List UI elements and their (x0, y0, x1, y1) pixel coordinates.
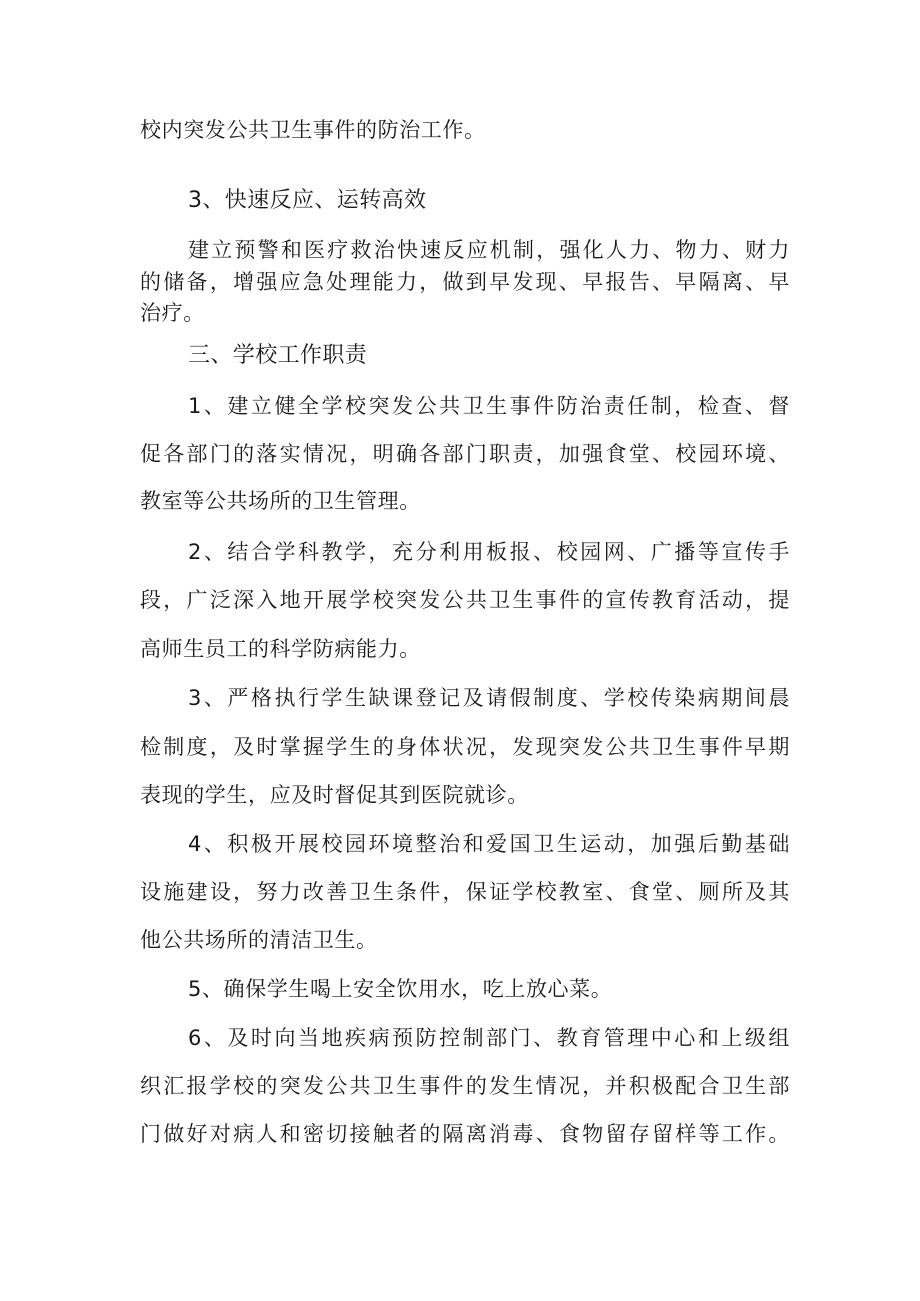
paragraph-line: 5、确保学生喝上安全饮用水，吃上放心菜。 (188, 977, 613, 1001)
paragraph-line: 门做好对病人和密切接触者的隔离消毒、食物留存留样等工作。 (140, 1122, 790, 1146)
paragraph-line: 教室等公共场所的卫生管理。 (140, 489, 421, 513)
paragraph-line: 他公共场所的清洁卫生。 (140, 928, 378, 952)
subsection-3-heading: 3、快速反应、运转高效 (188, 188, 427, 213)
paragraph-line: 的储备，增强应急处理能力，做到早发现、早报告、早隔离、早 (140, 270, 790, 294)
paragraph-line: 1、建立健全学校突发公共卫生事件防治责任制，检查、督 (188, 394, 790, 418)
paragraph-line: 段，广泛深入地开展学校突发公共卫生事件的宣传教育活动，提 (140, 588, 790, 612)
continuation-text: 校内突发公共卫生事件的防治工作。 (140, 118, 486, 142)
paragraph-line: 织汇报学校的突发公共卫生事件的发生情况，并积极配合卫生部 (140, 1074, 790, 1098)
paragraph-line: 3、严格执行学生缺课登记及请假制度、学校传染病期间晨 (188, 686, 790, 710)
paragraph-line: 表现的学生，应及时督促其到医院就诊。 (140, 783, 529, 807)
paragraph-line: 2、结合学科教学，充分利用板报、校园网、广播等宣传手 (188, 540, 790, 564)
paragraph-line: 设施建设，努力改善卫生条件，保证学校教室、食堂、厕所及其 (140, 880, 790, 904)
paragraph-line: 4、积极开展校园环境整治和爱国卫生运动，加强后勤基础 (188, 832, 790, 856)
paragraph-line: 建立预警和医疗救治快速反应机制，强化人力、物力、财力 (188, 238, 790, 262)
paragraph-line: 促各部门的落实情况，明确各部门职责，加强食堂、校园环境、 (140, 442, 790, 466)
paragraph-line: 6、及时向当地疾病预防控制部门、教育管理中心和上级组 (188, 1026, 790, 1050)
paragraph-line: 治疗。 (140, 301, 205, 325)
section-3-heading: 三、学校工作职责 (188, 343, 368, 368)
paragraph-line: 高师生员工的科学防病能力。 (140, 637, 421, 661)
paragraph-line: 检制度，及时掌握学生的身体状况，发现突发公共卫生事件早期 (140, 735, 790, 759)
